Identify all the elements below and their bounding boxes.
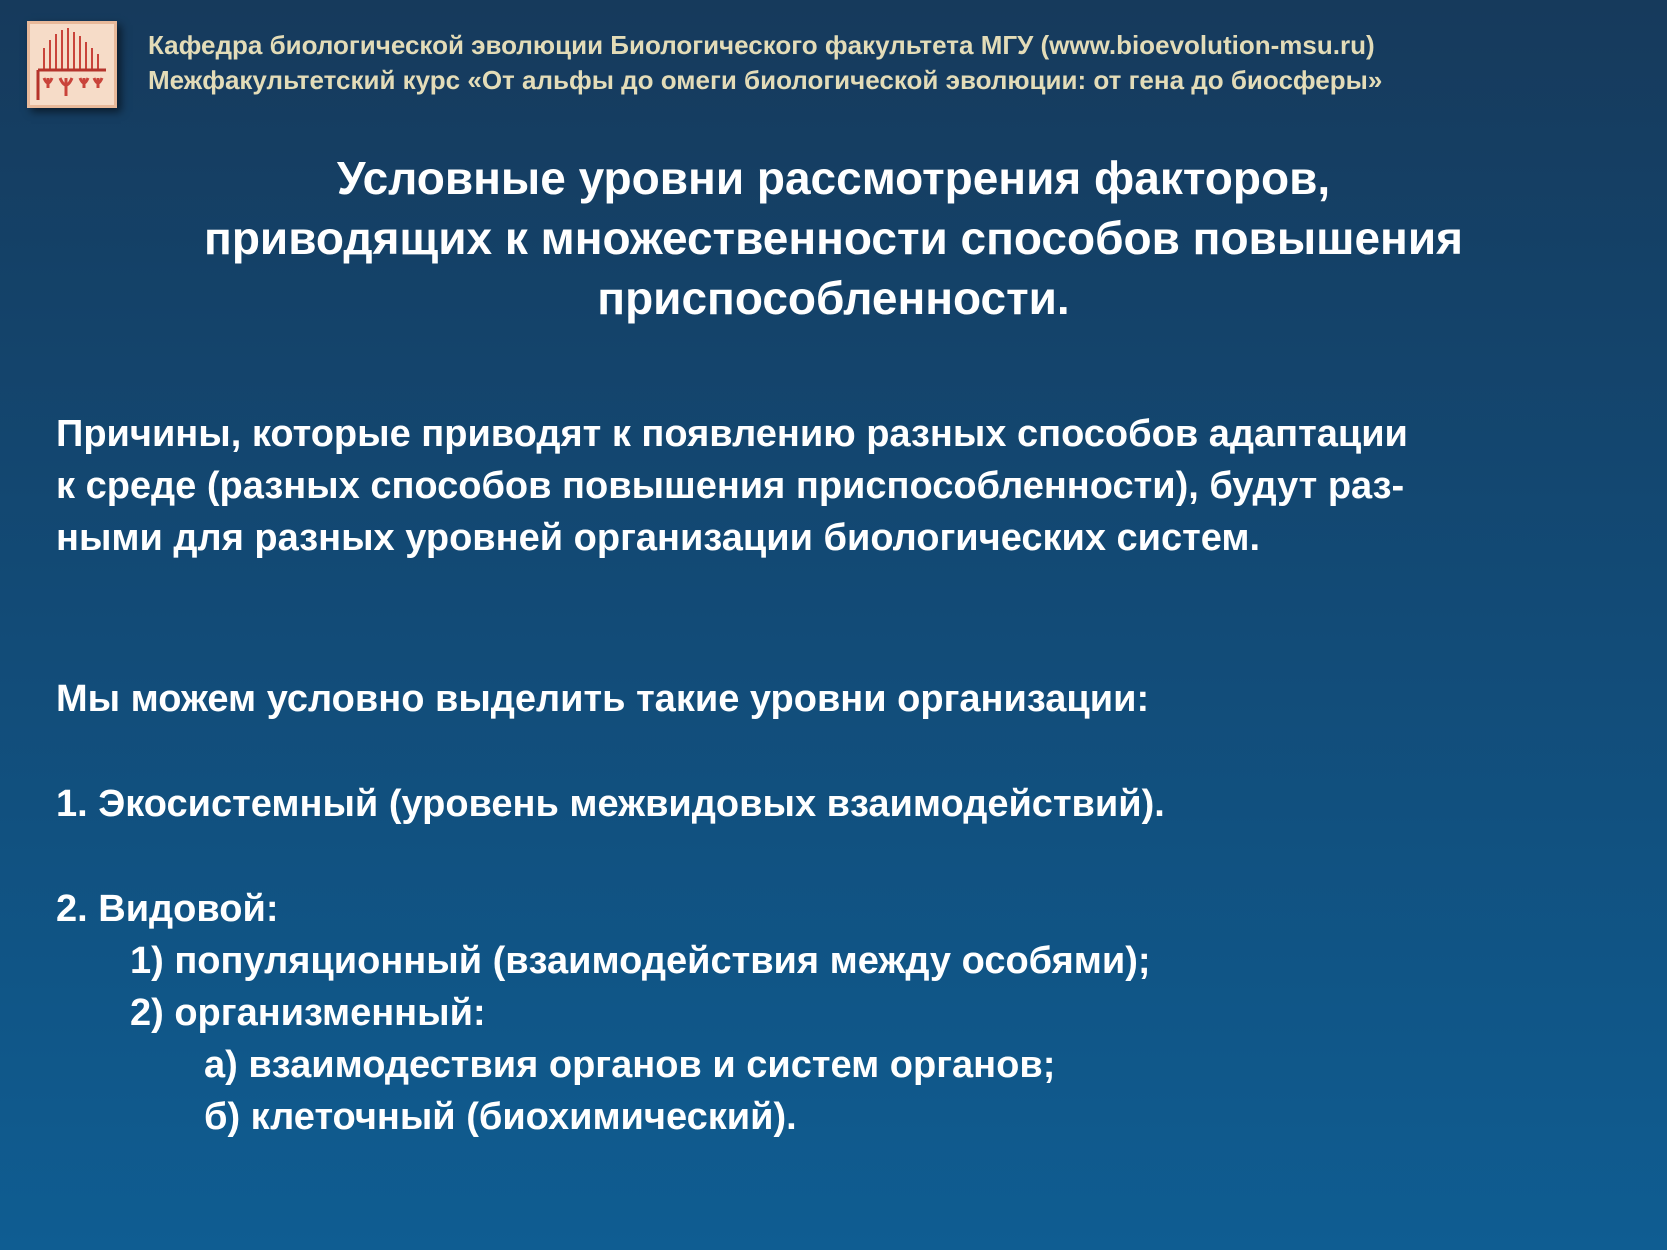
- level-subitem-organs: а) взаимодествия органов и систем органов;: [204, 1044, 1056, 1086]
- title-line-2: приводящих к множественности способов повышения: [204, 212, 1463, 264]
- title-line-3: приспособленности.: [597, 272, 1070, 324]
- department-logo-icon: [27, 21, 117, 108]
- slide-title: [0, 148, 1667, 328]
- intro-paragraph: [56, 408, 1656, 564]
- header-course-line: Межфакультетский курс «От альфы до омеги биологической эволюции: от гена до биосферы»: [148, 65, 1383, 95]
- title-line-1: Условные уровни рассмотрения факторов,: [336, 152, 1331, 204]
- level-subitem-population: 1) популяционный (взаимодействия между особями);: [130, 940, 1151, 982]
- level-item-ecosystem: 1. Экосистемный (уровень межвидовых взаимодействий).: [56, 783, 1165, 825]
- level-item-species: 2. Видовой:: [56, 888, 279, 930]
- intro-line-1: Причины, которые приводят к появлению разных способов адаптации: [56, 413, 1408, 455]
- header-department-line: Кафедра биологической эволюции Биологического факультета МГУ (www.bioevolution-msu.ru): [148, 30, 1375, 60]
- level-subitem-cellular: б) клеточный (биохимический).: [204, 1096, 797, 1138]
- header: [148, 28, 1648, 98]
- level-subitem-organism: 2) организменный:: [130, 992, 486, 1034]
- intro-line-2: к среде (разных способов повышения приспособленности), будут раз-: [56, 465, 1405, 507]
- levels-heading: Мы можем условно выделить такие уровни организации:: [56, 678, 1150, 720]
- intro-line-3: ными для разных уровней организации биологических систем.: [56, 517, 1261, 559]
